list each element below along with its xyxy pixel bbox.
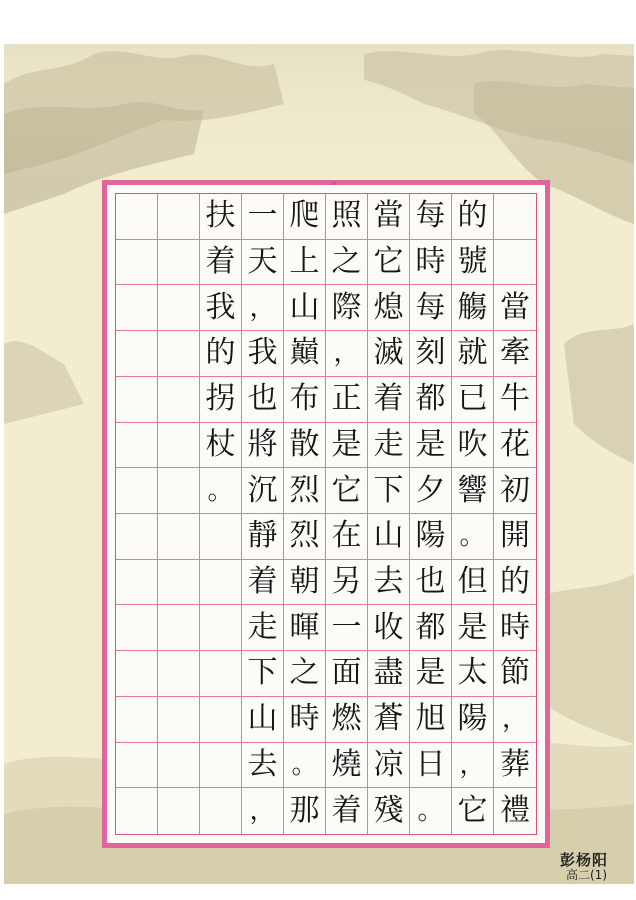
grid-cell: 我 [200,285,242,331]
grid-cell: 但 [452,560,494,606]
grid-cell: 夕 [410,468,452,514]
decorated-paper [4,44,634,884]
grid-cell [494,240,536,286]
grid-cell: 去 [368,560,410,606]
grid-cell: 杖 [200,423,242,469]
grid-cell [116,514,158,560]
grid-cell: 盡 [368,651,410,697]
grid-cell: 照 [326,194,368,240]
grid-cell: 都 [410,605,452,651]
grid-cell: 日 [410,743,452,789]
grid-cell: 吹 [452,423,494,469]
grid-cell: 走 [368,423,410,469]
grid-cell: ， [452,743,494,789]
grid-cell: 走 [242,605,284,651]
character-grid [115,193,537,835]
grid-cell [158,743,200,789]
grid-cell: 正 [326,377,368,423]
grid-cell: 山 [368,514,410,560]
grid-cell [116,560,158,606]
grid-cell: 布 [284,377,326,423]
grid-cell: 朝 [284,560,326,606]
grid-cell: 蒼 [368,697,410,743]
grid-cell [200,788,242,834]
grid-cell [158,514,200,560]
grid-cell: 初 [494,468,536,514]
grid-cell: 觴 [452,285,494,331]
grid-cell [116,423,158,469]
grid-cell [158,605,200,651]
grid-cell: 拐 [200,377,242,423]
grid-cell: 是 [326,423,368,469]
grid-cell [116,697,158,743]
grid-cell: 的 [200,331,242,377]
grid-cell: 也 [410,560,452,606]
grid-cell: 山 [242,697,284,743]
grid-cell: 熄 [368,285,410,331]
grid-cell: 也 [242,377,284,423]
grid-cell: 牽 [494,331,536,377]
grid-cell: 燃 [326,697,368,743]
grid-cell [200,743,242,789]
grid-cell [158,423,200,469]
grid-cell: 禮 [500,793,530,829]
grid-cell [158,788,200,834]
grid-cell: 響 [452,468,494,514]
grid-cell: 際 [326,285,368,331]
grid-cell [116,788,158,834]
grid-cell: 烈 [284,514,326,560]
author-name: 彭杨阳 [560,851,609,869]
grid-cell [116,605,158,651]
grid-cell: 當 [494,285,536,331]
grid-cell: 下 [368,468,410,514]
grid-cell: 燒 [326,743,368,789]
grid-cell: 節 [494,651,536,697]
grid-cell [116,651,158,697]
grid-cell: 面 [326,651,368,697]
grid-cell: 陽 [410,514,452,560]
calligraphy-grid-sheet [102,180,550,848]
grid-cell [116,468,158,514]
grid-cell: 是 [452,605,494,651]
grid-cell: 已 [452,377,494,423]
grid-cell: 之 [326,240,368,286]
grid-cell [158,285,200,331]
grid-cell: 葬 [494,743,536,789]
grid-cell: 。 [410,788,452,834]
grid-cell [200,560,242,606]
grid-cell: 是 [410,651,452,697]
grid-cell: 的 [494,560,536,606]
grid-cell [158,194,200,240]
grid-cell: 我 [242,331,284,377]
grid-cell [158,331,200,377]
grid-cell: 上 [284,240,326,286]
grid-cell: 將 [242,423,284,469]
author-class: 高二(1) [566,867,607,882]
grid-cell: ， [326,331,368,377]
grid-cell [158,697,200,743]
grid-cell: 陽 [452,697,494,743]
grid-cell [158,651,200,697]
grid-cell: 。 [452,514,494,560]
grid-cell: 殘 [368,788,410,834]
grid-cell: 着 [326,788,368,834]
grid-cell: 時 [284,697,326,743]
grid-cell [158,560,200,606]
grid-cell: 花 [494,423,536,469]
grid-cell [116,285,158,331]
grid-cell: ， [242,285,284,331]
grid-cell: 烈 [284,468,326,514]
sheet-center-mark [332,181,336,185]
grid-cell [158,468,200,514]
grid-cell: 刻 [410,331,452,377]
grid-cell: 它 [326,468,368,514]
grid-cell: 時 [494,605,536,651]
grid-cell: 在 [326,514,368,560]
grid-cell: 當 [368,194,410,240]
grid-cell [158,377,200,423]
grid-cell: 之 [284,651,326,697]
grid-cell [116,240,158,286]
grid-cell: 山 [284,285,326,331]
grid-cell [158,240,200,286]
grid-cell: 着 [242,560,284,606]
grid-cell: 靜 [242,514,284,560]
grid-cell [200,514,242,560]
grid-cell: 它 [452,788,494,834]
grid-cell [116,194,158,240]
grid-cell: 開 [494,514,536,560]
grid-cell [116,377,158,423]
grid-cell [200,697,242,743]
grid-cell: 着 [200,240,242,286]
grid-cell: 一 [326,605,368,651]
grid-cell: 一 [242,194,284,240]
author-signature [560,852,632,882]
grid-cell: 扶 [200,194,242,240]
grid-cell: 的 [452,194,494,240]
grid-cell [494,194,536,240]
grid-cell: 旭 [410,697,452,743]
grid-cell: 就 [452,331,494,377]
grid-cell: 散 [284,423,326,469]
grid-cell: 沉 [242,468,284,514]
grid-cell: 太 [452,651,494,697]
grid-cell: 滅 [368,331,410,377]
grid-cell: 去 [242,743,284,789]
grid-cell: 號 [452,240,494,286]
grid-cell: 爬 [284,194,326,240]
grid-cell: 它 [368,240,410,286]
grid-cell: 。 [284,743,326,789]
grid-cell: 着 [368,377,410,423]
grid-cell [200,605,242,651]
grid-cell: 另 [326,560,368,606]
grid-cell: 凉 [368,743,410,789]
grid-cell: 時 [410,240,452,286]
grid-cell: 每 [410,194,452,240]
grid-cell: 那 [284,788,326,834]
grid-cell: ， [242,788,284,834]
grid-cell: 是 [410,423,452,469]
grid-cell [200,651,242,697]
grid-cell: 每 [410,285,452,331]
grid-cell [116,331,158,377]
grid-cell: ， [494,697,536,743]
grid-cell: 都 [410,377,452,423]
grid-cell [116,743,158,789]
grid-cell: 收 [368,605,410,651]
grid-cell: 巔 [284,331,326,377]
grid-cell: 天 [242,240,284,286]
grid-cell: 牛 [494,377,536,423]
grid-cell: 下 [242,651,284,697]
grid-cell: 。 [200,468,242,514]
grid-cell: 暉 [284,605,326,651]
